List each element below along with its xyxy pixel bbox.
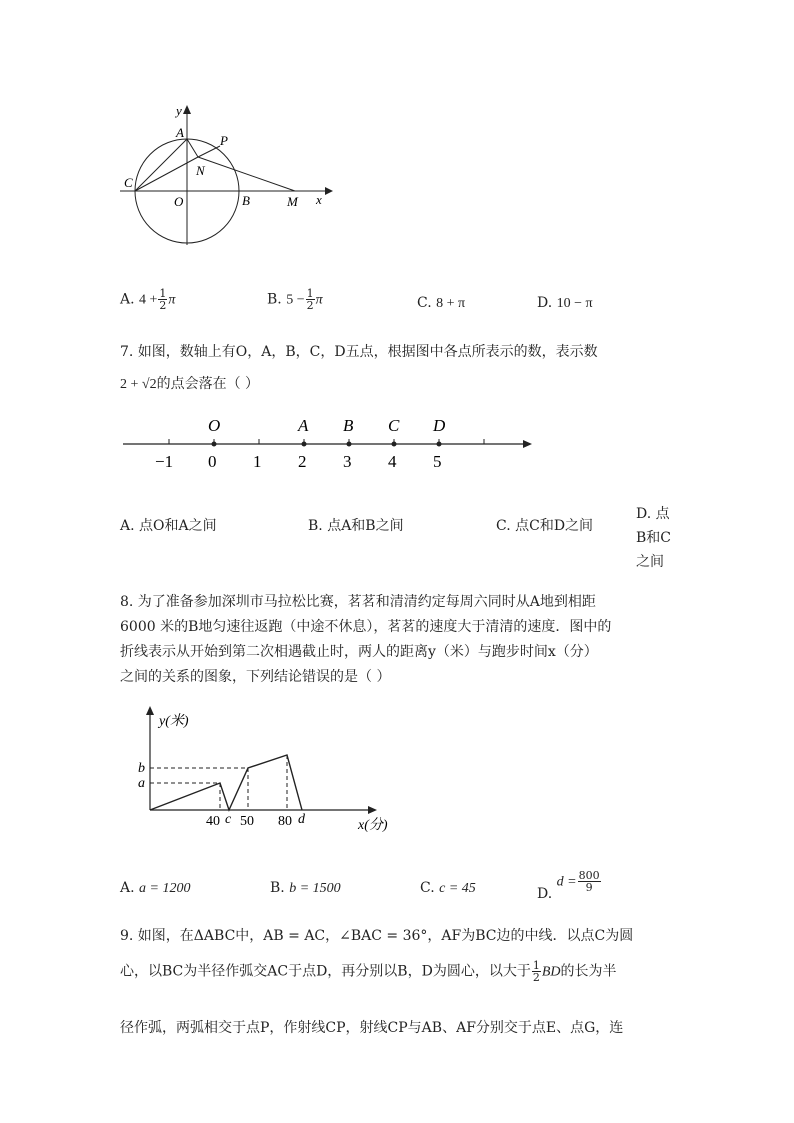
- q9-line1: 9. 如图，在ΔABC中，AB = AC，∠BAC = 36°，AF为BC边的中线．以点C为圆: [120, 928, 634, 944]
- q6-option-b[interactable]: [267, 288, 323, 312]
- q6-label-o: O: [174, 194, 184, 209]
- q8-option-d-label: D.: [537, 885, 553, 902]
- q8-stem-line: 之间的关系的图象，下列结论错误的是（ ）: [120, 669, 391, 685]
- q6-label-n: N: [196, 163, 205, 178]
- q9-line2: [120, 960, 617, 984]
- q6-option-b-label: B.: [267, 291, 282, 308]
- q8-option-a-label: A.: [120, 880, 135, 896]
- q6-label-c: C: [124, 175, 133, 190]
- q7-label-o: O: [208, 416, 221, 435]
- q8-x-arrow: [368, 806, 377, 814]
- q8-option-d-fraction: $\frac{800}{9}$: [578, 869, 600, 894]
- q7-option-d-line1: D. 点: [636, 506, 670, 522]
- q6-option-a-fraction: $\frac{1}{2}$: [159, 287, 167, 312]
- q6-option-d-value: 10 − π: [556, 296, 593, 311]
- q8-x-tick-80: 80: [278, 814, 292, 829]
- q7-point-o: [212, 442, 217, 447]
- q6-label-x: x: [316, 192, 322, 207]
- q6-option-a-prefix: 4 +: [139, 292, 158, 308]
- q7-option-d-line3: 之间: [636, 554, 664, 570]
- q7-point-b: [347, 442, 352, 447]
- q6-circle-figure: [110, 100, 340, 250]
- q7-point-a: [302, 442, 307, 447]
- q8-stem-line: 6000 米的B地匀速往返跑（中途不休息），茗茗的速度大于清清的速度．图中的: [120, 619, 612, 635]
- q8-x-tick-50: 50: [240, 814, 254, 829]
- q6-option-c[interactable]: [417, 292, 465, 315]
- q8-graph: [125, 705, 405, 835]
- q7-option-d[interactable]: [636, 502, 671, 574]
- q6-segment-cm: [135, 157, 198, 191]
- q8-x-tick-d: d: [298, 812, 305, 827]
- q8-option-a[interactable]: [120, 877, 190, 900]
- q7-tick-label: 5: [433, 452, 442, 471]
- q7-stem-line2-text: 的点会落在（ ）: [156, 376, 260, 392]
- q8-x-label: x(分): [358, 818, 388, 833]
- q8-stem-line: 8. 为了准备参加深圳市马拉松比赛，茗茗和清清约定每周六同时从A地到相距: [120, 594, 596, 610]
- q6-option-a-pi: π: [168, 292, 176, 308]
- q7-number-line: [118, 412, 538, 474]
- q7-option-d-line2: B和C: [636, 530, 671, 546]
- q7-option-a[interactable]: A. 点O和A之间: [120, 518, 217, 534]
- q6-option-b-fraction: $\frac{1}{2}$: [306, 287, 314, 312]
- q7-tick-label: 2: [298, 452, 307, 471]
- q8-option-d-prefix: d =: [556, 874, 577, 890]
- q8-label-a: a: [138, 776, 145, 791]
- q7-label-d: D: [433, 416, 446, 435]
- q8-stem-line: 折线表示从开始到第二次相遇截止时，两人的距离y（米）与跑步时间x（分）: [120, 644, 598, 660]
- q7-tick-label: −1: [155, 452, 174, 471]
- q6-label-p: P: [220, 133, 228, 148]
- q8-option-b-value: b = 1500: [289, 881, 341, 896]
- q9-line2-text-b: 的长为半: [560, 963, 617, 980]
- q6-option-c-value: 8 + π: [436, 296, 466, 311]
- q6-option-d-label: D.: [537, 295, 553, 311]
- q7-expression: 2 + √2: [120, 377, 157, 392]
- q9-half-fraction: $\frac{1}{2}$: [532, 959, 540, 984]
- q6-label-y: y: [176, 103, 182, 118]
- q8-option-c-value: c = 45: [439, 881, 476, 896]
- q6-x-arrow: [325, 187, 333, 195]
- q7-axis-arrow: [523, 440, 532, 448]
- q6-segment-an: [187, 139, 198, 157]
- q7-stem-line1: 7. 如图，数轴上有O，A，B，C，D五点，根据图中各点所表示的数，表示数: [120, 344, 598, 360]
- q8-option-c-label: C.: [420, 880, 435, 896]
- q7-tick-label: 3: [343, 452, 352, 471]
- q6-segment-np: [198, 146, 220, 157]
- q8-option-d[interactable]: [537, 869, 602, 902]
- q7-tick-label: 1: [253, 452, 262, 471]
- q8-y-arrow: [146, 706, 154, 715]
- q8-option-a-value: a = 1200: [139, 881, 191, 896]
- q9-line3: 径作弧，两弧相交于点P，作射线CP，射线CP与AB、AF分别交于点E、点G，连: [120, 1020, 624, 1036]
- q6-label-b: B: [242, 193, 250, 208]
- q7-label-a: A: [298, 416, 309, 435]
- q8-label-b: b: [138, 761, 145, 776]
- q9-line2-text-a: 心，以BC为半径作弧交AC于点D，再分别以B，D为圆心，以大于: [120, 963, 531, 980]
- q8-stem: [120, 590, 611, 690]
- q7-tick-label: 4: [388, 452, 397, 471]
- q8-option-c[interactable]: [420, 877, 476, 900]
- q6-option-d[interactable]: [537, 292, 593, 315]
- q8-x-tick-c: c: [225, 812, 232, 827]
- q6-option-a-label: A.: [120, 291, 135, 308]
- q6-label-a: A: [176, 125, 184, 140]
- q7-point-c: [392, 442, 397, 447]
- q8-x-tick-40: 40: [206, 814, 220, 829]
- q6-label-m: M: [287, 194, 298, 209]
- q7-label-b: B: [343, 416, 354, 435]
- q6-option-b-pi: π: [315, 292, 323, 308]
- q6-option-a[interactable]: [120, 288, 175, 312]
- q6-y-arrow: [183, 105, 191, 114]
- q8-option-b-label: B.: [270, 880, 285, 896]
- q6-segment-ca: [135, 139, 187, 191]
- q7-option-b[interactable]: B. 点A和B之间: [308, 518, 404, 534]
- q6-option-b-prefix: 5 −: [286, 292, 305, 308]
- q6-option-c-label: C.: [417, 295, 432, 311]
- q6-segment-nm: [198, 157, 295, 191]
- q8-option-b[interactable]: [270, 877, 341, 900]
- q7-label-c: C: [388, 416, 400, 435]
- q7-stem-line2: [120, 373, 259, 396]
- q9-line2-bd: BD: [541, 964, 561, 980]
- q7-point-d: [437, 442, 442, 447]
- q8-y-label: y(米): [159, 714, 189, 729]
- q7-tick-label: 0: [208, 452, 217, 471]
- q7-option-c[interactable]: C. 点C和D之间: [496, 518, 594, 534]
